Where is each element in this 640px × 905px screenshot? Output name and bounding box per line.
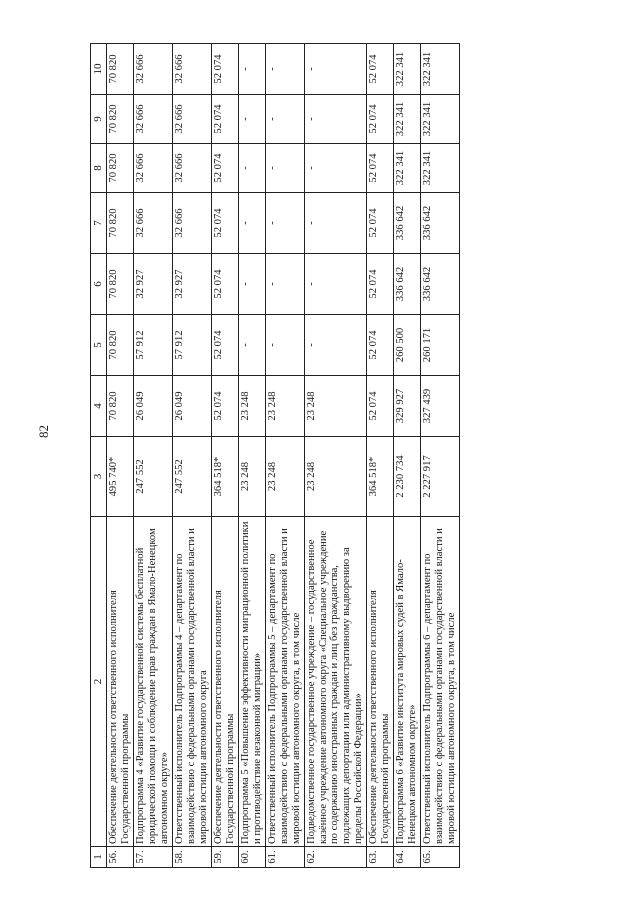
amount-6: 52 074 <box>211 254 238 315</box>
amount-10: 32 666 <box>172 44 211 95</box>
amount-9: 52 074 <box>211 95 238 144</box>
amount-9: 52 074 <box>367 95 394 144</box>
amount-4: 329 927 <box>394 376 421 437</box>
amount-7: 32 666 <box>133 193 172 254</box>
amount-3: 247 552 <box>172 437 211 517</box>
row-description: Ответственный исполнитель Подпрограммы 6 – департамент по взаимодействию с федеральными органами государственной власти и мировой юстиции автономного округа, в том числе <box>421 517 460 847</box>
amount-4: 52 074 <box>367 376 394 437</box>
amount-8: - <box>265 144 304 193</box>
amount-9: - <box>265 95 304 144</box>
amount-4: 26 049 <box>133 376 172 437</box>
amount-5: - <box>238 315 265 376</box>
table-row <box>394 44 421 868</box>
amount-9: 70 820 <box>107 95 134 144</box>
amount-8: - <box>238 144 265 193</box>
row-description: Обеспечение деятельности ответственного исполнителя Государственной программы <box>367 517 394 847</box>
page-number: 82 <box>36 425 51 438</box>
amount-4: 52 074 <box>211 376 238 437</box>
amount-3: 364 518* <box>211 437 238 517</box>
amount-8: 32 666 <box>172 144 211 193</box>
row-description: Подпрограмма 5 «Повышение эффективности миграционной политики и противодействие незаконной миграции» <box>238 517 265 847</box>
amount-10: - <box>304 44 367 95</box>
row-number: 61. <box>265 847 304 868</box>
amount-7: - <box>238 193 265 254</box>
amount-10: 322 341 <box>394 44 421 95</box>
row-description: Ответственный исполнитель Подпрограммы 5 – департамент по взаимодействию с федеральными органами государственной власти и мировой юстиции автономного округа, в том числе <box>265 517 304 847</box>
row-number: 64. <box>394 847 421 868</box>
header-cell: 7 <box>91 193 107 254</box>
row-number: 62. <box>304 847 367 868</box>
amount-7: - <box>265 193 304 254</box>
row-description: Обеспечение деятельности ответственного исполнителя Государственной программы <box>107 517 134 847</box>
amount-5: - <box>265 315 304 376</box>
amount-5: 260 171 <box>421 315 460 376</box>
amount-8: 52 074 <box>367 144 394 193</box>
amount-3: 2 230 734 <box>394 437 421 517</box>
header-cell: 2 <box>91 517 107 847</box>
amount-5: - <box>304 315 367 376</box>
amount-6: - <box>304 254 367 315</box>
amount-3: 364 518* <box>367 437 394 517</box>
amount-9: 322 341 <box>421 95 460 144</box>
amount-10: - <box>265 44 304 95</box>
amount-6: 32 927 <box>133 254 172 315</box>
amount-3: 2 227 917 <box>421 437 460 517</box>
amount-9: 32 666 <box>133 95 172 144</box>
table-row <box>107 44 134 868</box>
header-cell: 1 <box>91 847 107 868</box>
amount-5: 57 912 <box>172 315 211 376</box>
amount-10: 322 341 <box>421 44 460 95</box>
header-cell: 10 <box>91 44 107 95</box>
amount-4: 23 248 <box>238 376 265 437</box>
row-number: 57. <box>133 847 172 868</box>
amount-5: 52 074 <box>367 315 394 376</box>
amount-7: 336 642 <box>394 193 421 254</box>
row-number: 58. <box>172 847 211 868</box>
amount-9: - <box>238 95 265 144</box>
header-cell: 8 <box>91 144 107 193</box>
amount-5: 70 820 <box>107 315 134 376</box>
table-row <box>211 44 238 868</box>
row-number: 63. <box>367 847 394 868</box>
amount-6: 336 642 <box>421 254 460 315</box>
amount-4: 70 820 <box>107 376 134 437</box>
amount-3: 23 248 <box>238 437 265 517</box>
table-row <box>172 44 211 868</box>
amount-7: 70 820 <box>107 193 134 254</box>
header-cell: 3 <box>91 437 107 517</box>
table-row <box>304 44 367 868</box>
amount-5: 57 912 <box>133 315 172 376</box>
amount-8: 70 820 <box>107 144 134 193</box>
amount-8: 32 666 <box>133 144 172 193</box>
amount-7: 52 074 <box>211 193 238 254</box>
amount-8: 52 074 <box>211 144 238 193</box>
amount-8: 322 341 <box>421 144 460 193</box>
row-description: Подведомственное государственное учреждение – государственное казённое учреждение автономного округа «Специальное учреждение по содержанию иностранных граждан и лиц без гражданства, подлежащих депортации или административному выдворению за пределы Российской Федерации» <box>304 517 367 847</box>
amount-10: 32 666 <box>133 44 172 95</box>
row-description: Подпрограмма 4 «Развитие государственной системы бесплатной юридической помощи и соблюдение прав граждан в Ямало-Ненецком автономном округе» <box>133 517 172 847</box>
amount-8: 322 341 <box>394 144 421 193</box>
amount-7: 32 666 <box>172 193 211 254</box>
row-number: 60. <box>238 847 265 868</box>
amount-7: 336 642 <box>421 193 460 254</box>
amount-9: - <box>304 95 367 144</box>
amount-10: 52 074 <box>211 44 238 95</box>
amount-10: - <box>238 44 265 95</box>
table-row <box>133 44 172 868</box>
amount-3: 23 248 <box>304 437 367 517</box>
table-row <box>367 44 394 868</box>
table-row <box>238 44 265 868</box>
amount-7: 52 074 <box>367 193 394 254</box>
amount-7: - <box>304 193 367 254</box>
amount-3: 23 248 <box>265 437 304 517</box>
row-number: 56. <box>107 847 134 868</box>
row-description: Ответственный исполнитель Подпрограммы 4 – департамент по взаимодействию с федеральными органами государственной власти и мировой юстиции автономного округа <box>172 517 211 847</box>
amount-6: 70 820 <box>107 254 134 315</box>
amount-4: 26 049 <box>172 376 211 437</box>
amount-6: 336 642 <box>394 254 421 315</box>
amount-6: 52 074 <box>367 254 394 315</box>
amount-10: 52 074 <box>367 44 394 95</box>
amount-9: 32 666 <box>172 95 211 144</box>
header-row <box>91 44 107 868</box>
header-cell: 6 <box>91 254 107 315</box>
table-row <box>265 44 304 868</box>
amount-6: - <box>238 254 265 315</box>
amount-3: 247 552 <box>133 437 172 517</box>
row-description: Подпрограмма 6 «Развитие института мировых судей в Ямало-Ненецком автономном округе» <box>394 517 421 847</box>
amount-3: 495 740* <box>107 437 134 517</box>
amount-4: 23 248 <box>304 376 367 437</box>
row-number: 65. <box>421 847 460 868</box>
header-cell: 4 <box>91 376 107 437</box>
amount-9: 322 341 <box>394 95 421 144</box>
amount-8: - <box>304 144 367 193</box>
amount-6: 32 927 <box>172 254 211 315</box>
amount-4: 327 439 <box>421 376 460 437</box>
amount-4: 23 248 <box>265 376 304 437</box>
header-cell: 5 <box>91 315 107 376</box>
amount-6: - <box>265 254 304 315</box>
row-description: Обеспечение деятельности ответственного исполнителя Государственной программы <box>211 517 238 847</box>
budget-table <box>90 43 460 868</box>
amount-10: 70 820 <box>107 44 134 95</box>
row-number: 59. <box>211 847 238 868</box>
table-row <box>421 44 460 868</box>
amount-5: 52 074 <box>211 315 238 376</box>
amount-5: 260 500 <box>394 315 421 376</box>
rotated-page <box>90 44 620 868</box>
header-cell: 9 <box>91 95 107 144</box>
